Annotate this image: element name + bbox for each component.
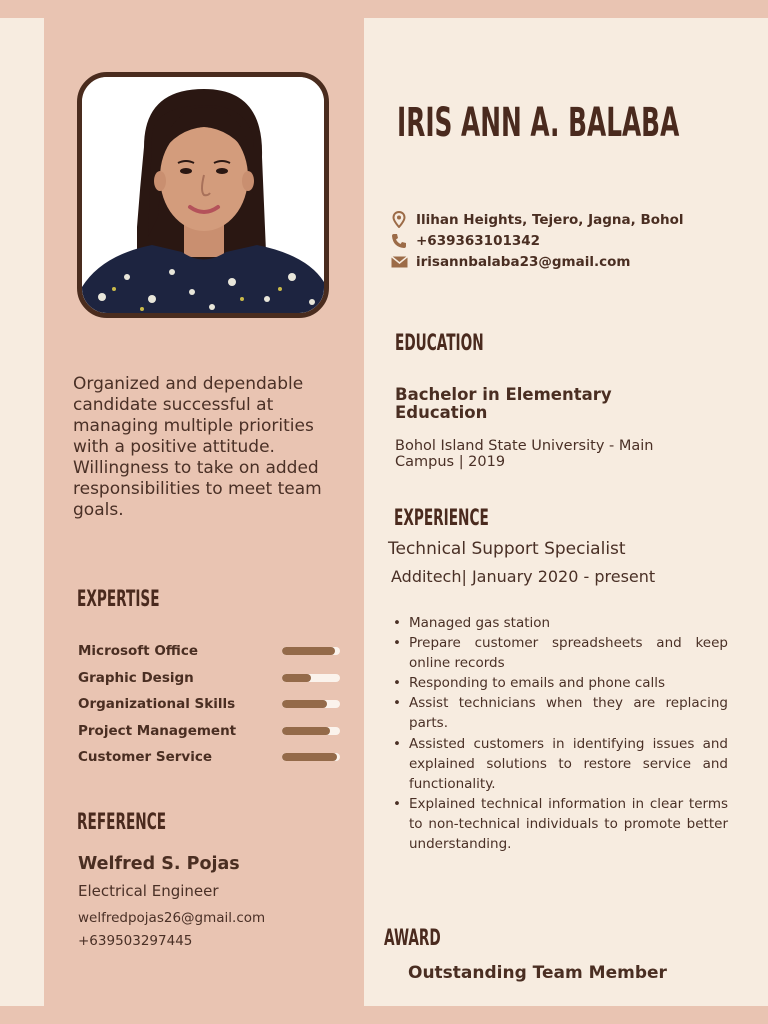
contact-phone: +639363101342 bbox=[416, 232, 541, 249]
skill-list bbox=[78, 638, 340, 771]
contact-info bbox=[390, 209, 684, 272]
skill-name: Microsoft Office bbox=[78, 643, 199, 660]
location-pin-icon bbox=[390, 211, 408, 229]
expertise-heading: EXPERTISE bbox=[77, 587, 160, 612]
profile-summary: Organized and dependable candidate successful at managing multiple priorities with a positive attitude. Willingness to take on added responsibilities to meet team goals. bbox=[73, 374, 322, 520]
contact-email-row bbox=[390, 251, 684, 272]
skill-row bbox=[78, 744, 340, 771]
reference-heading: REFERENCE bbox=[77, 810, 167, 835]
job-title: Technical Support Specialist bbox=[388, 539, 626, 559]
education-heading: EDUCATION bbox=[395, 331, 484, 356]
skill-bar bbox=[282, 700, 340, 708]
skill-bar bbox=[282, 674, 340, 682]
skill-bar bbox=[282, 727, 340, 735]
job-company: Additech| January 2020 - present bbox=[391, 567, 656, 586]
reference-name: Welfred S. Pojas bbox=[78, 854, 240, 874]
skill-row bbox=[78, 691, 340, 718]
mail-icon bbox=[390, 253, 408, 271]
skill-name: Organizational Skills bbox=[78, 696, 236, 713]
skill-bar-fill bbox=[282, 753, 337, 761]
reference-email: welfredpojas26@gmail.com bbox=[78, 910, 266, 926]
reference-phone: +639503297445 bbox=[78, 933, 193, 949]
experience-heading: EXPERIENCE bbox=[394, 506, 489, 531]
list-item: • Managed gas station bbox=[392, 613, 728, 633]
skill-row bbox=[78, 638, 340, 665]
education-school: Bohol Island State University - Main Campus | 2019 bbox=[395, 438, 654, 470]
phone-icon bbox=[390, 232, 408, 250]
list-item: • Responding to emails and phone calls bbox=[392, 673, 728, 693]
job-duties-list bbox=[392, 613, 728, 854]
contact-address: Ilihan Heights, Tejero, Jagna, Bohol bbox=[416, 211, 684, 228]
list-item: • Assist technicians when they are replacing parts. bbox=[392, 693, 728, 733]
list-item: • Prepare customer spreadsheets and keep online records bbox=[392, 633, 728, 673]
award-name: Outstanding Team Member bbox=[408, 963, 667, 983]
award-heading: AWARD bbox=[384, 926, 441, 951]
skill-name: Customer Service bbox=[78, 749, 212, 766]
profile-photo bbox=[77, 72, 329, 318]
reference-role: Electrical Engineer bbox=[78, 882, 219, 900]
skill-name: Graphic Design bbox=[78, 669, 194, 686]
candidate-name: IRIS ANN A. BALABA bbox=[397, 100, 680, 146]
skill-bar-fill bbox=[282, 674, 311, 682]
list-item: • Assisted customers in identifying issues and explained solutions to restore service and functionality. bbox=[392, 734, 728, 794]
skill-bar-fill bbox=[282, 727, 330, 735]
skill-bar-fill bbox=[282, 700, 327, 708]
profile-portrait-illustration bbox=[82, 77, 324, 313]
contact-phone-row bbox=[390, 230, 684, 251]
skill-bar bbox=[282, 647, 340, 655]
list-item: • Explained technical information in clear terms to non-technical individuals to promote better understanding. bbox=[392, 794, 728, 854]
contact-email: irisannbalaba23@gmail.com bbox=[416, 253, 631, 270]
skill-name: Project Management bbox=[78, 722, 237, 739]
skill-bar-fill bbox=[282, 647, 335, 655]
skill-bar bbox=[282, 753, 340, 761]
contact-address-row bbox=[390, 209, 684, 230]
skill-row bbox=[78, 718, 340, 745]
skill-row bbox=[78, 665, 340, 692]
education-degree: Bachelor in Elementary Education bbox=[395, 385, 612, 422]
